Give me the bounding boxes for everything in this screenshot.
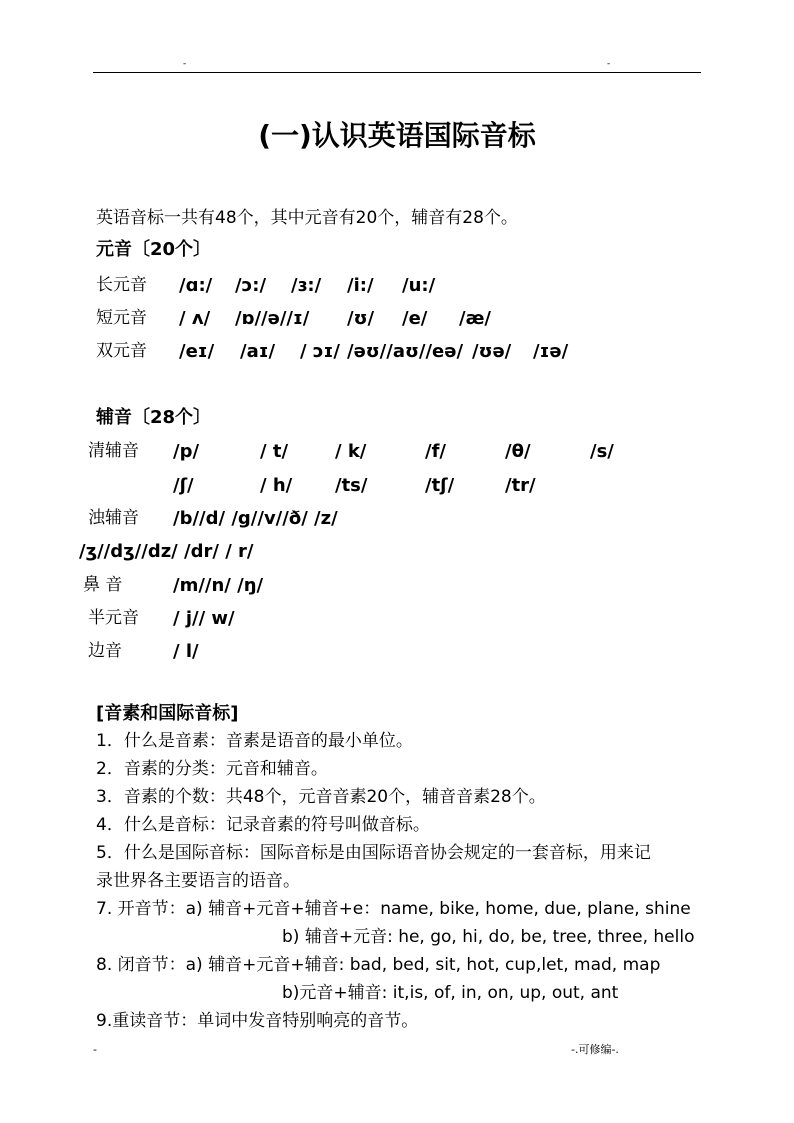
list-item: 2．音素的分类：元音和辅音。 — [96, 759, 328, 779]
phonetic-symbol: / ɔɪ/ — [300, 341, 340, 362]
list-item: 9.重读音节：单词中发音特别响亮的音节。 — [96, 1011, 419, 1031]
phonetic-symbol: /ɑ:/ — [179, 275, 213, 296]
phonetic-symbol: /s/ — [590, 441, 614, 462]
phonetic-symbol: /θ/ — [505, 441, 531, 462]
phonetic-symbol-group: / l/ — [173, 641, 199, 662]
voiceless-label: 清辅音 — [88, 441, 139, 461]
list-item: 1．什么是音素：音素是语音的最小单位。 — [96, 731, 413, 751]
header-right-mark: - — [607, 59, 611, 69]
voiced-label: 浊辅音 — [88, 508, 139, 528]
footer-editable-note: -.可修编-. — [571, 1043, 619, 1056]
lateral-label: 边音 — [88, 641, 122, 661]
list-item: 5．什么是国际音标：国际音标是由国际语音协会规定的一套音标，用来记 — [96, 843, 651, 863]
semivowel-label: 半元音 — [88, 608, 139, 628]
header-rule — [93, 72, 701, 73]
footer-left-mark: - — [93, 1043, 97, 1056]
phonetic-symbol: /eɪ/ — [179, 341, 215, 362]
phonetic-symbol: / h/ — [260, 475, 293, 496]
nasal-label: 鼻 音 — [83, 575, 123, 595]
phonetic-symbol-group: /b//d/ /g//v//ð/ /z/ — [173, 508, 338, 529]
phonetic-symbol: /ts/ — [335, 475, 368, 496]
phonetic-symbol: /e/ — [402, 308, 428, 329]
phonetic-symbol: /əʊ//aʊ//eə/ — [347, 341, 464, 362]
phonetic-symbol: /ʊ/ — [347, 308, 375, 329]
header-left-mark: - — [183, 59, 187, 69]
phonetic-symbol-group: /m//n/ /ŋ/ — [173, 575, 264, 596]
phonetic-symbol: /ɜ:/ — [291, 275, 322, 296]
phonetic-symbol: /u:/ — [402, 275, 436, 296]
phonetic-symbol: /tr/ — [505, 475, 536, 496]
list-item: 4．什么是音标：记录音素的符号叫做音标。 — [96, 815, 430, 835]
phonetic-symbol: /ɔ:/ — [235, 275, 267, 296]
phonetic-symbol: /ɒ//ə//ɪ/ — [235, 308, 310, 329]
intro-text: 英语音标一共有48个，其中元音有20个，辅音有28个。 — [96, 208, 518, 228]
list-item: 3．音素的个数：共48个，元音音素20个，辅音音素28个。 — [96, 787, 546, 807]
phonetic-symbol: /aɪ/ — [240, 341, 276, 362]
list-item: b) 辅音+元音: he, go, hi, do, be, tree, three, hello — [282, 927, 695, 947]
phonetic-symbol-group: / j// w/ — [173, 608, 235, 629]
phonetic-symbol: /æ/ — [459, 308, 492, 329]
phonetic-symbol: / k/ — [335, 441, 367, 462]
list-item: b)元音+辅音: it,is, of, in, on, up, out, ant — [282, 983, 619, 1003]
phonetic-symbol-group: /ʒ//dʒ//dz/ /dr/ / r/ — [79, 541, 254, 562]
phonetic-symbol: /i:/ — [347, 275, 374, 296]
phonetic-symbol: /ʃ/ — [173, 475, 194, 496]
diphthong-label: 双元音 — [96, 341, 147, 361]
list-item: 8. 闭音节：a) 辅音+元音+辅音: bad, bed, sit, hot, cup,let, mad, map — [96, 955, 661, 975]
page-title: (一)认识英语国际音标 — [258, 119, 536, 152]
consonants-heading: 辅音〔28个〕 — [96, 407, 212, 428]
list-item: 7. 开音节：a) 辅音+元音+辅音+e：name, bike, home, due, plane, shine — [96, 899, 691, 919]
phonetic-symbol: /ʊə/ — [472, 341, 512, 362]
phonetic-symbol: / ʌ/ — [179, 308, 211, 329]
phonemes-heading: [音素和国际音标] — [96, 703, 239, 724]
phonetic-symbol: /p/ — [173, 441, 200, 462]
phonetic-symbol: / t/ — [260, 441, 289, 462]
list-item: 录世界各主要语言的语音。 — [96, 871, 300, 891]
vowels-heading: 元音〔20个〕 — [96, 239, 212, 260]
long-vowel-label: 长元音 — [96, 275, 147, 295]
phonetic-symbol: /ɪə/ — [533, 341, 569, 362]
short-vowel-label: 短元音 — [96, 308, 147, 328]
phonetic-symbol: /tʃ/ — [425, 475, 455, 496]
phonetic-symbol: /f/ — [425, 441, 446, 462]
